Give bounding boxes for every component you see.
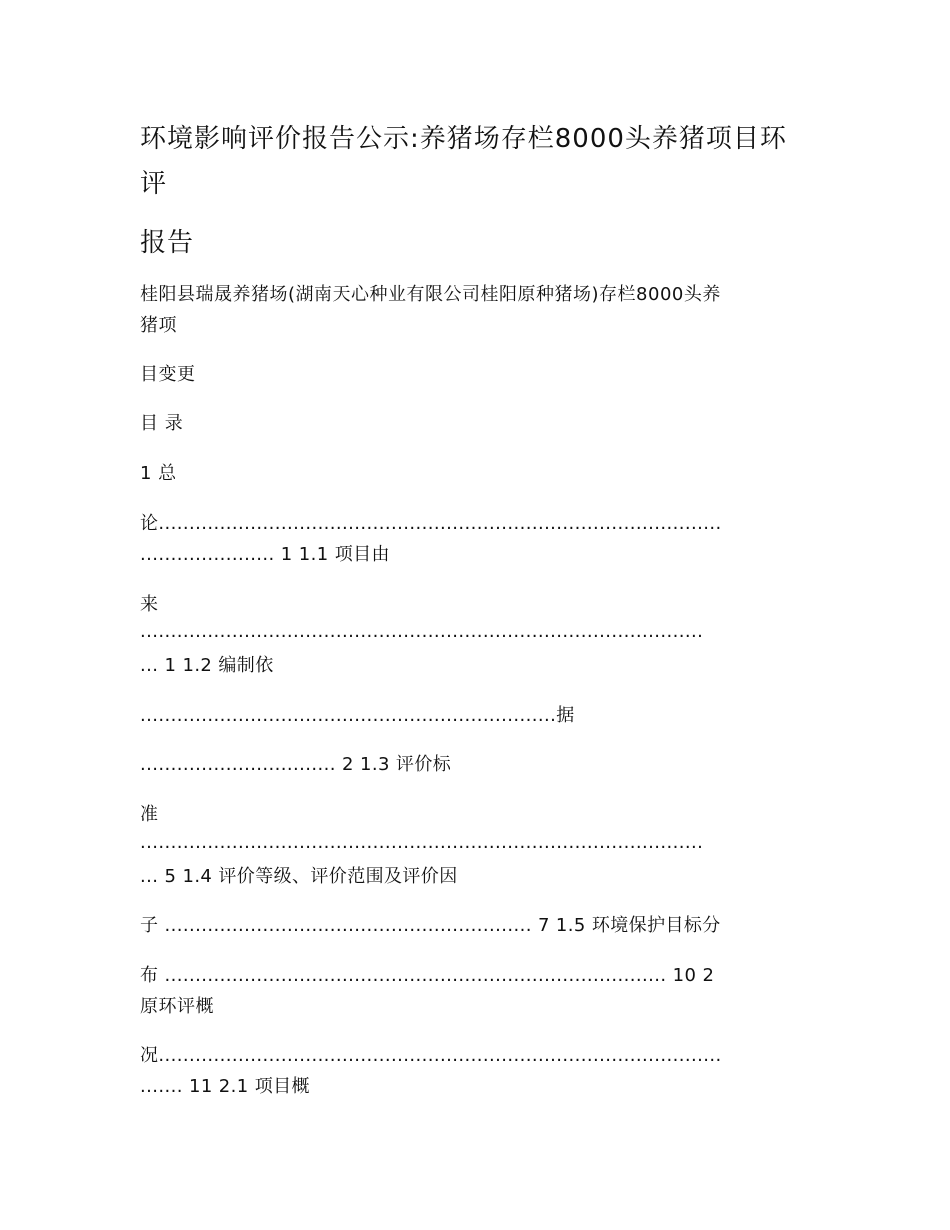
subtitle-line-1: 桂阳县瑞晟养猪场(湖南天心种业有限公司桂阳原种猪场)存栏8000头养	[140, 284, 721, 305]
toc-line: 子 ............................................................ 7 1.5 环境保护目标分	[140, 915, 721, 936]
toc-line: ... 1 1.2 编制依	[140, 655, 274, 676]
toc-line: ....... 11 2.1 项目概	[140, 1076, 310, 1097]
toc-line: 原环评概	[140, 996, 214, 1017]
document-title-line-1: 环境影响评价报告公示:养猪场存栏8000头养猪项目环	[140, 124, 787, 154]
toc-line: 来	[140, 594, 159, 615]
toc-line: 论............................................................................................	[140, 513, 722, 534]
toc-heading: 目 录	[140, 413, 184, 434]
toc-line: 况............................................................................................	[140, 1045, 722, 1066]
toc-line: 1 总	[140, 463, 177, 484]
toc-line: ... 5 1.4 评价等级、评价范围及评价因	[140, 866, 458, 887]
toc-line: 准	[140, 804, 159, 825]
document-title-line-2: 评	[140, 169, 168, 199]
subtitle-line-2: 猪项	[140, 315, 177, 336]
toc-line: ............................................................................................	[140, 621, 704, 642]
toc-line: ....................................................................据	[140, 705, 575, 726]
document-title-line-3: 报告	[140, 228, 195, 258]
toc-line: ................................ 2 1.3 评价标	[140, 754, 452, 775]
toc-line: 布 .................................................................................. 10 2	[140, 965, 715, 986]
toc-line: ............................................................................................	[140, 832, 704, 853]
subtitle-line-3: 目变更	[140, 364, 196, 385]
toc-line: ...................... 1 1.1 项目由	[140, 544, 390, 565]
